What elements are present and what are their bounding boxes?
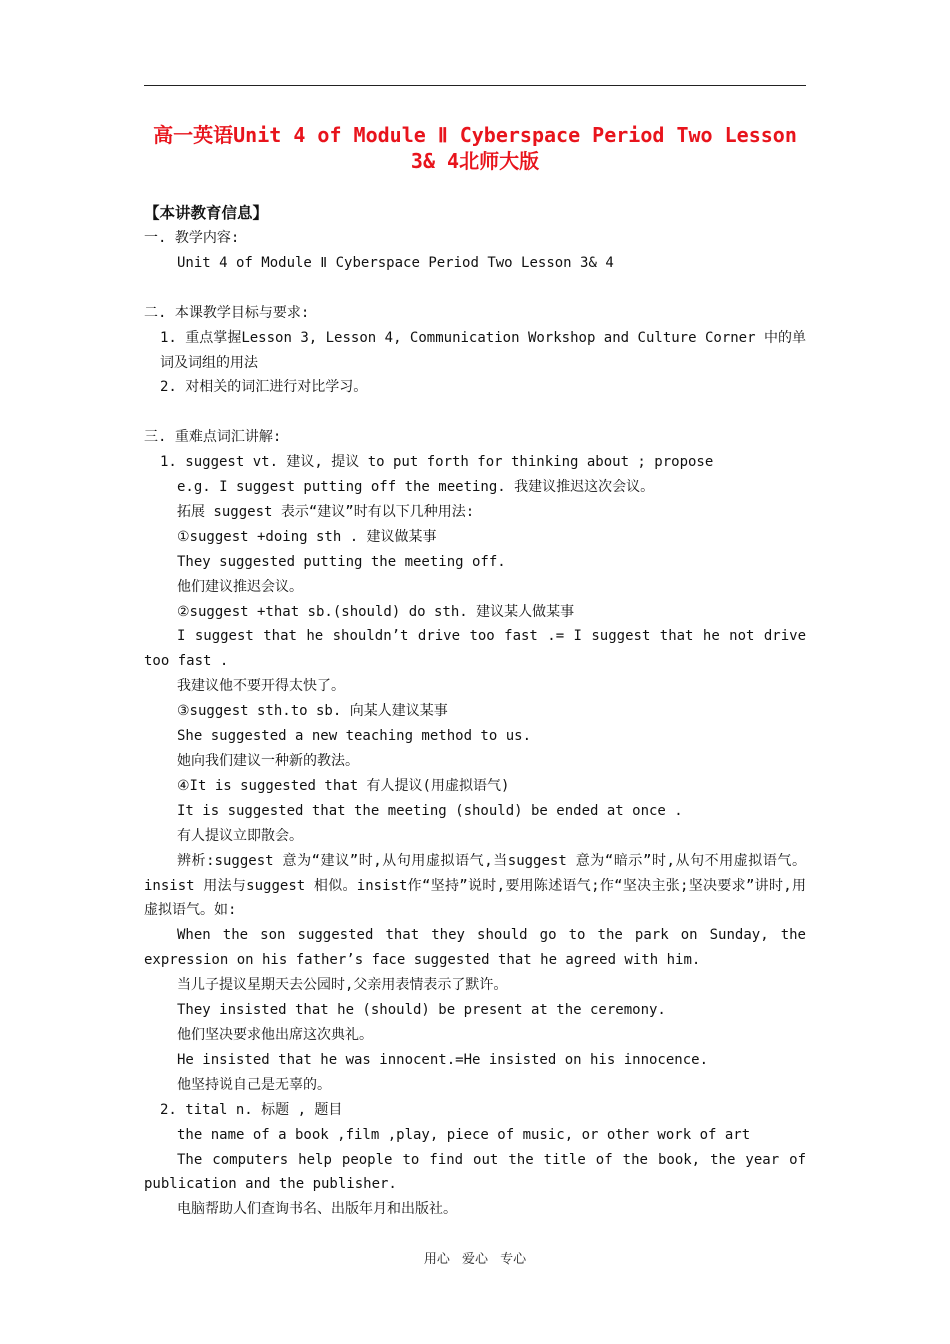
text-line: 2. 对相关的词汇进行对比学习。 <box>160 379 368 396</box>
blank-line <box>144 400 806 425</box>
body-lines <box>144 226 806 1222</box>
text-line: 1. 重点掌握Lesson 3, Lesson 4, Communication Workshop and Culture Corner 中的单词及词组的用法 <box>160 329 806 371</box>
title-line-1: 高一英语Unit 4 of Module Ⅱ Cyberspace Period Two Lesson <box>153 123 797 147</box>
text-line: ③suggest sth.to sb. 向某人建议某事 <box>177 703 448 720</box>
text-line: I suggest that he shouldn’t drive too fast .= I suggest that he not drive too fast . <box>144 628 806 670</box>
text-line: 电脑帮助人们查询书名、出版年月和出版社。 <box>177 1201 457 1218</box>
text-line: 他们坚决要求他出席这次典礼。 <box>177 1026 373 1043</box>
text-line: She suggested a new teaching method to us. <box>177 728 532 745</box>
text-line: The computers help people to find out the title of the book, the year of publication and the publisher. <box>144 1151 806 1193</box>
title-line-2: 3& 4北师大版 <box>410 149 540 173</box>
text-line: 有人提议立即散会。 <box>177 827 303 844</box>
page-footer: 用心 爱心 专心 <box>423 1252 527 1267</box>
text-line: ②suggest +that sb.(should) do sth. 建议某人做某事 <box>177 603 575 620</box>
text-line: ①suggest +doing sth . 建议做某事 <box>177 528 437 545</box>
text-line: 我建议他不要开得太快了。 <box>177 678 345 695</box>
text-line: 当儿子提议星期天去公园时,父亲用表情表示了默许。 <box>177 977 508 994</box>
text-line: When the son suggested that they should go to the park on Sunday, the expression on his father’s face suggested that he agreed with him. <box>144 927 806 969</box>
text-line: 三. 重难点词汇讲解: <box>144 429 282 446</box>
document-title <box>144 122 806 174</box>
text-line: 1. suggest vt. 建议, 提议 to put forth for thinking about ; propose <box>160 454 714 471</box>
header-rule <box>144 85 806 86</box>
text-line: He insisted that he was innocent.=He insisted on his innocence. <box>177 1051 709 1068</box>
section-label: 【本讲教育信息】 <box>144 204 269 222</box>
text-line: 二. 本课教学目标与要求: <box>144 304 310 321</box>
text-line: It is suggested that the meeting (should) be ended at once . <box>177 802 683 819</box>
text-line: e.g. I suggest putting off the meeting. 我建议推迟这次会议。 <box>177 479 655 496</box>
text-line: Unit 4 of Module Ⅱ Cyberspace Period Two Lesson 3& 4 <box>177 254 614 271</box>
text-line: 辨析:suggest 意为“建议”时,从句用虚拟语气,当suggest 意为“暗示”时,从句不用虚拟语气。insist 用法与suggest 相似。insist作“坚持”说时,要用陈述语气;作“坚决主张;坚决要求”讲时,用虚拟语气。如: <box>144 852 806 919</box>
text-line: 他们建议推迟会议。 <box>177 578 303 595</box>
text-line: They insisted that he (should) be present at the ceremony. <box>177 1002 666 1019</box>
text-line: 拓展 suggest 表示“建议”时有以下几种用法: <box>177 503 475 520</box>
text-line: the name of a book ,film ,play, piece of music, or other work of art <box>177 1126 751 1143</box>
text-line: 2. tital n. 标题 , 题目 <box>160 1101 343 1118</box>
text-line: They suggested putting the meeting off. <box>177 553 506 570</box>
text-line: 他坚持说自己是无辜的。 <box>177 1076 331 1093</box>
text-line: ④It is suggested that 有人提议(用虚拟语气) <box>177 777 510 794</box>
text-line: 一. 教学内容: <box>144 230 240 246</box>
blank-line <box>144 276 806 301</box>
text-line: 她向我们建议一种新的教法。 <box>177 753 359 769</box>
document-body <box>144 200 806 1222</box>
